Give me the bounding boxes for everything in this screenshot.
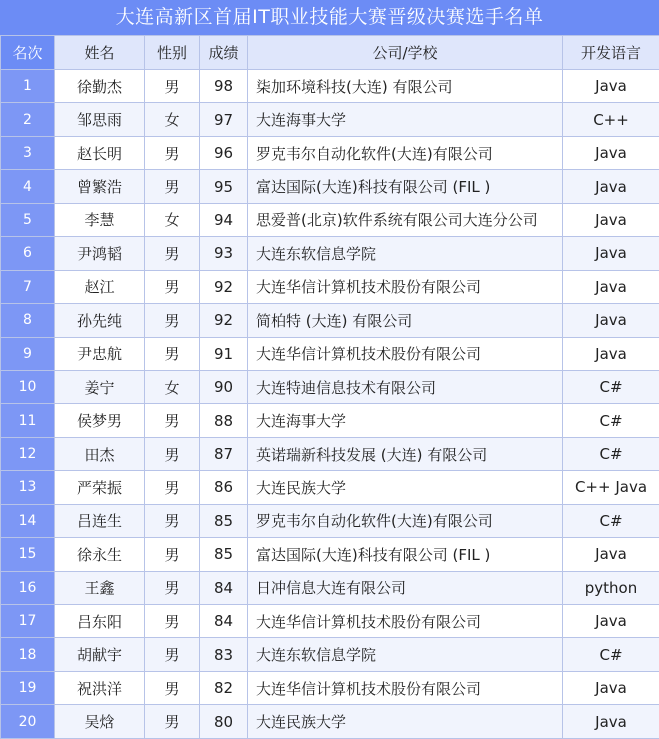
table-row: [1, 571, 659, 604]
gender-cell: 男: [145, 605, 200, 638]
rank-cell: 9: [1, 337, 55, 370]
company-cell: 简柏特 (大连) 有限公司: [248, 304, 563, 337]
company-cell: 大连华信计算机技术股份有限公司: [248, 270, 563, 303]
gender-cell: 男: [145, 337, 200, 370]
document-title: 大连高新区首届IT职业技能大赛晋级决赛选手名单: [0, 0, 659, 35]
table-row: [1, 671, 659, 704]
table-row: [1, 203, 659, 236]
finalist-table: [0, 35, 659, 739]
language-cell: Java: [563, 605, 659, 638]
rank-cell: 3: [1, 136, 55, 169]
rank-cell: 19: [1, 671, 55, 704]
score-cell: 85: [200, 504, 248, 537]
score-cell: 82: [200, 671, 248, 704]
rank-cell: 17: [1, 605, 55, 638]
name-cell: 赵江: [55, 270, 145, 303]
name-cell: 胡献宇: [55, 638, 145, 671]
company-cell: 大连民族大学: [248, 471, 563, 504]
language-cell: Java: [563, 705, 659, 738]
language-cell: C#: [563, 404, 659, 437]
score-cell: 87: [200, 437, 248, 470]
table-row: [1, 170, 659, 203]
company-cell: 日冲信息大连有限公司: [248, 571, 563, 604]
rank-cell: 2: [1, 103, 55, 136]
rank-cell: 13: [1, 471, 55, 504]
rank-cell: 7: [1, 270, 55, 303]
header-gender: 性别: [145, 36, 200, 70]
gender-cell: 男: [145, 471, 200, 504]
score-cell: 90: [200, 370, 248, 403]
name-cell: 尹忠航: [55, 337, 145, 370]
score-cell: 84: [200, 605, 248, 638]
language-cell: Java: [563, 203, 659, 236]
name-cell: 祝洪洋: [55, 671, 145, 704]
gender-cell: 男: [145, 270, 200, 303]
score-cell: 84: [200, 571, 248, 604]
gender-cell: 女: [145, 103, 200, 136]
name-cell: 孙先纯: [55, 304, 145, 337]
name-cell: 徐永生: [55, 538, 145, 571]
language-cell: C#: [563, 437, 659, 470]
gender-cell: 男: [145, 304, 200, 337]
name-cell: 曾繁浩: [55, 170, 145, 203]
name-cell: 姜宁: [55, 370, 145, 403]
language-cell: C#: [563, 504, 659, 537]
name-cell: 李慧: [55, 203, 145, 236]
table-row: [1, 705, 659, 738]
gender-cell: 男: [145, 504, 200, 537]
score-cell: 93: [200, 237, 248, 270]
header-language: 开发语言: [563, 36, 659, 70]
rank-cell: 16: [1, 571, 55, 604]
table-row: [1, 437, 659, 470]
name-cell: 徐勤杰: [55, 70, 145, 103]
score-cell: 91: [200, 337, 248, 370]
table-row: [1, 237, 659, 270]
company-cell: 大连海事大学: [248, 103, 563, 136]
gender-cell: 男: [145, 705, 200, 738]
rank-cell: 18: [1, 638, 55, 671]
company-cell: 罗克韦尔自动化软件(大连)有限公司: [248, 136, 563, 169]
rank-cell: 12: [1, 437, 55, 470]
score-cell: 94: [200, 203, 248, 236]
gender-cell: 男: [145, 404, 200, 437]
score-cell: 86: [200, 471, 248, 504]
language-cell: Java: [563, 136, 659, 169]
company-cell: 富达国际(大连)科技有限公司 (FIL ): [248, 170, 563, 203]
company-cell: 大连华信计算机技术股份有限公司: [248, 337, 563, 370]
rank-cell: 8: [1, 304, 55, 337]
rank-cell: 14: [1, 504, 55, 537]
company-cell: 大连海事大学: [248, 404, 563, 437]
header-rank: 名次: [1, 36, 55, 70]
name-cell: 王鑫: [55, 571, 145, 604]
gender-cell: 男: [145, 638, 200, 671]
gender-cell: 男: [145, 136, 200, 169]
language-cell: Java: [563, 304, 659, 337]
score-cell: 92: [200, 304, 248, 337]
rank-cell: 20: [1, 705, 55, 738]
language-cell: Java: [563, 70, 659, 103]
company-cell: 大连东软信息学院: [248, 638, 563, 671]
rank-cell: 4: [1, 170, 55, 203]
table-row: [1, 337, 659, 370]
language-cell: C++: [563, 103, 659, 136]
name-cell: 吕连生: [55, 504, 145, 537]
gender-cell: 男: [145, 538, 200, 571]
rank-cell: 6: [1, 237, 55, 270]
rank-cell: 5: [1, 203, 55, 236]
language-cell: Java: [563, 237, 659, 270]
table-row: [1, 404, 659, 437]
name-cell: 邹思雨: [55, 103, 145, 136]
language-cell: C#: [563, 370, 659, 403]
score-cell: 95: [200, 170, 248, 203]
gender-cell: 男: [145, 437, 200, 470]
table-row: [1, 270, 659, 303]
name-cell: 赵长明: [55, 136, 145, 169]
header-score: 成绩: [200, 36, 248, 70]
table-row: [1, 504, 659, 537]
rank-cell: 15: [1, 538, 55, 571]
rank-cell: 10: [1, 370, 55, 403]
gender-cell: 女: [145, 370, 200, 403]
score-cell: 85: [200, 538, 248, 571]
score-cell: 80: [200, 705, 248, 738]
company-cell: 罗克韦尔自动化软件(大连)有限公司: [248, 504, 563, 537]
language-cell: C#: [563, 638, 659, 671]
language-cell: Java: [563, 337, 659, 370]
company-cell: 大连民族大学: [248, 705, 563, 738]
table-row: [1, 304, 659, 337]
score-cell: 83: [200, 638, 248, 671]
table-row: [1, 538, 659, 571]
rank-cell: 1: [1, 70, 55, 103]
table-row: [1, 370, 659, 403]
score-cell: 92: [200, 270, 248, 303]
company-cell: 大连华信计算机技术股份有限公司: [248, 671, 563, 704]
gender-cell: 男: [145, 671, 200, 704]
table-row: [1, 471, 659, 504]
score-cell: 96: [200, 136, 248, 169]
name-cell: 尹鸿韬: [55, 237, 145, 270]
header-company: 公司/学校: [248, 36, 563, 70]
language-cell: Java: [563, 671, 659, 704]
score-cell: 97: [200, 103, 248, 136]
gender-cell: 女: [145, 203, 200, 236]
language-cell: Java: [563, 170, 659, 203]
company-cell: 思爱普(北京)软件系统有限公司大连分公司: [248, 203, 563, 236]
company-cell: 富达国际(大连)科技有限公司 (FIL ): [248, 538, 563, 571]
header-name: 姓名: [55, 36, 145, 70]
company-cell: 英诺瑞新科技发展 (大连) 有限公司: [248, 437, 563, 470]
company-cell: 大连东软信息学院: [248, 237, 563, 270]
table-row: [1, 136, 659, 169]
table-row: [1, 70, 659, 103]
score-cell: 88: [200, 404, 248, 437]
gender-cell: 男: [145, 170, 200, 203]
header-row: [1, 36, 659, 70]
company-cell: 大连特迪信息技术有限公司: [248, 370, 563, 403]
gender-cell: 男: [145, 237, 200, 270]
name-cell: 吕东阳: [55, 605, 145, 638]
gender-cell: 男: [145, 571, 200, 604]
language-cell: Java: [563, 270, 659, 303]
table-row: [1, 605, 659, 638]
language-cell: python: [563, 571, 659, 604]
score-cell: 98: [200, 70, 248, 103]
table-row: [1, 638, 659, 671]
name-cell: 严荣振: [55, 471, 145, 504]
rank-cell: 11: [1, 404, 55, 437]
name-cell: 吴焓: [55, 705, 145, 738]
name-cell: 侯梦男: [55, 404, 145, 437]
table-row: [1, 103, 659, 136]
language-cell: C++ Java: [563, 471, 659, 504]
language-cell: Java: [563, 538, 659, 571]
gender-cell: 男: [145, 70, 200, 103]
name-cell: 田杰: [55, 437, 145, 470]
company-cell: 大连华信计算机技术股份有限公司: [248, 605, 563, 638]
company-cell: 柒加环境科技(大连) 有限公司: [248, 70, 563, 103]
